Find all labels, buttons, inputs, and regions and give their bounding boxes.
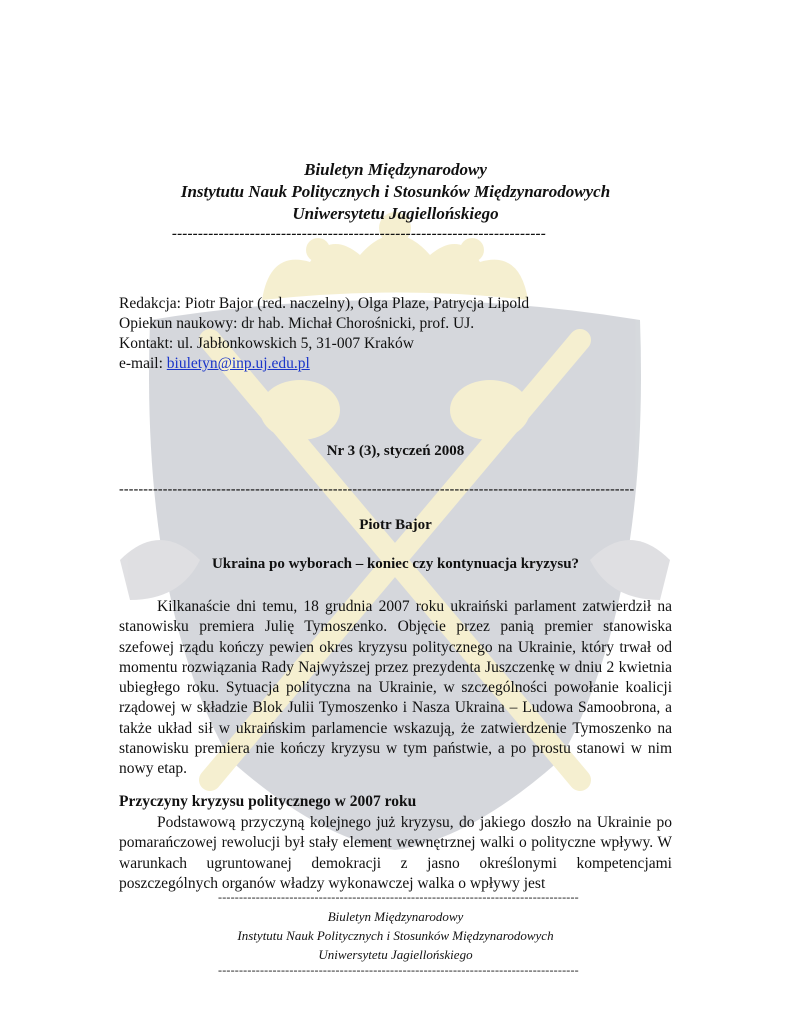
issue-number: Nr 3 (3), styczeń 2008 (326, 443, 465, 459)
contact-address: Kontakt: ul. Jabłonkowskich 5, 31-007 Kraków (119, 335, 414, 352)
section-text: Podstawową przyczyną kolejnego już kryzysu, do jakiego doszło na Ukrainie po pomarańczowej rewolucji był stały element wewnętrznej walki o polityczne wpływy. W warunkach ugruntowanej demokracji z jasno określonymi kompetencjami poszczególnych organów władzy wykonawczej walka o wpływy jest (119, 814, 672, 892)
header-title-line3: Uniwersytetu Jagiellońskiego (292, 204, 499, 223)
footer-rule-top: -------------------------------------------------------------------------------------- (218, 890, 579, 904)
header-title-line2: Instytutu Nauk Politycznych i Stosunków Międzynarodowych (180, 182, 611, 201)
university-building-photo (296, 32, 496, 150)
section-paragraph (119, 813, 672, 894)
article-author: Piotr Bajor (359, 517, 432, 533)
article-intro-paragraph (119, 597, 672, 780)
header-title-line1: Biuletyn Międzynarodowy (304, 160, 487, 179)
academic-advisor: Opiekun naukowy: dr hab. Michał Chorośnicki, prof. UJ. (119, 315, 475, 332)
section-heading: Przyczyny kryzysu politycznego w 2007 roku (119, 793, 417, 810)
header-rule: ------------------------------------------------------------------------ (172, 226, 547, 242)
footer-line1: Biuletyn Międzynarodowy (327, 909, 464, 924)
email-line (119, 355, 310, 373)
intro-text: Kilkanaście dni temu, 18 grudnia 2007 roku ukraiński parlament zatwierdził na stanowisku premiera Julię Tymoszenko. Objęcie przez panią premier stanowiska szefowej rządu kończy pewien okres kryzysu politycznego na Ukrainie, który trwał od momentu rozwiązania Rady Najwyższej przez prezydenta Juszczenkę w dniu 2 kwietnia ubiegłego roku. Sytuacja polityczna na Ukrainie, w szczególności powołanie koalicji rządowej w składzie Blok Julii Tymoszenko i Nasza Ukraina – Ludowa Samoobrona, a także układ sił w ukraińskim parlamencie wskazują, że zatwierdzenie Tymoszenko na stanowisku premiera nie kończy kryzysu w tym państwie, a po prostu stanowi w nim nowy etap. (119, 598, 672, 778)
footer-line3: Uniwersytetu Jagiellońskiego (318, 947, 473, 962)
email-label: e-mail: (119, 355, 167, 372)
email-link[interactable]: biuletyn@inp.uj.edu.pl (166, 355, 310, 372)
editorial-staff: Redakcja: Piotr Bajor (red. naczelny), Olga Plaze, Patrycja Lipold (119, 295, 530, 312)
section-separator: ---------------------------------------------------------------------------------------------------------- (119, 482, 635, 497)
footer-rule-bottom: -------------------------------------------------------------------------------------- (218, 963, 579, 977)
article-title: Ukraina po wyborach – koniec czy kontynuacja kryzysu? (211, 556, 580, 572)
footer-line2: Instytutu Nauk Politycznych i Stosunków Międzynarodowych (237, 928, 554, 943)
